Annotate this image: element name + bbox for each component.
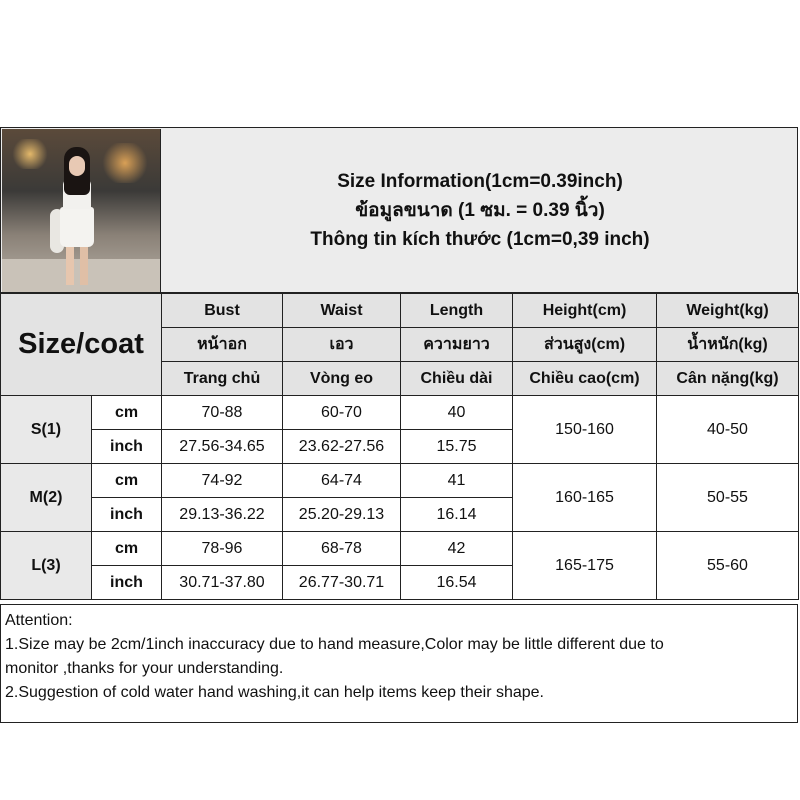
size-label: L(3) xyxy=(1,532,92,600)
height-value: 160-165 xyxy=(513,464,657,532)
bust-value: 29.13-36.22 xyxy=(162,498,283,532)
column-header-weight: Weight(kg) xyxy=(657,294,799,328)
column-header-bust-vietnamese: Trang chủ xyxy=(162,362,283,396)
weight-value: 40-50 xyxy=(657,396,799,464)
column-header-waist-vietnamese: Vòng eo xyxy=(283,362,401,396)
bust-value: 70-88 xyxy=(162,396,283,430)
waist-value: 64-74 xyxy=(283,464,401,498)
unit-label: cm xyxy=(92,396,162,430)
height-value: 150-160 xyxy=(513,396,657,464)
column-header-bust: Bust xyxy=(162,294,283,328)
table-row xyxy=(1,396,799,430)
bust-value: 78-96 xyxy=(162,532,283,566)
length-value: 16.14 xyxy=(401,498,513,532)
bust-value: 27.56-34.65 xyxy=(162,430,283,464)
unit-label: inch xyxy=(92,498,162,532)
model-leg xyxy=(80,245,88,285)
bust-value: 74-92 xyxy=(162,464,283,498)
title-thai: ข้อมูลขนาด (1 ซม. = 0.39 นิ้ว) xyxy=(355,199,605,221)
bust-value: 30.71-37.80 xyxy=(162,566,283,600)
product-photo xyxy=(2,129,161,292)
column-header-waist: Waist xyxy=(283,294,401,328)
size-table xyxy=(0,293,799,600)
waist-value: 23.62-27.56 xyxy=(283,430,401,464)
waist-value: 68-78 xyxy=(283,532,401,566)
attention-notes xyxy=(0,604,798,723)
unit-label: cm xyxy=(92,464,162,498)
model-face xyxy=(69,156,85,176)
street-light xyxy=(10,139,50,169)
size-label: M(2) xyxy=(1,464,92,532)
attention-note-1-continued: monitor ,thanks for your understanding. xyxy=(5,660,284,677)
attention-title: Attention: xyxy=(5,612,73,629)
unit-label: inch xyxy=(92,566,162,600)
column-header-height: Height(cm) xyxy=(513,294,657,328)
column-header-waist-thai: เอว xyxy=(283,328,401,362)
table-row xyxy=(1,532,799,566)
size-chart xyxy=(0,127,800,723)
column-header-length-thai: ความยาว xyxy=(401,328,513,362)
attention-note-2: 2.Suggestion of cold water hand washing,it can help items keep their shape. xyxy=(5,684,544,701)
column-header-length-vietnamese: Chiều dài xyxy=(401,362,513,396)
title-vietnamese: Thông tin kích thước (1cm=0,39 inch) xyxy=(310,228,650,250)
column-header-length: Length xyxy=(401,294,513,328)
column-header-weight-vietnamese: Cân nặng(kg) xyxy=(657,362,799,396)
column-header-height-thai: ส่วนสูง(cm) xyxy=(513,328,657,362)
unit-label: cm xyxy=(92,532,162,566)
length-value: 41 xyxy=(401,464,513,498)
unit-label: inch xyxy=(92,430,162,464)
header-block xyxy=(0,127,798,293)
table-row xyxy=(1,464,799,498)
model-leg xyxy=(66,245,74,285)
waist-value: 25.20-29.13 xyxy=(283,498,401,532)
street-light xyxy=(100,143,150,183)
length-value: 15.75 xyxy=(401,430,513,464)
weight-value: 55-60 xyxy=(657,532,799,600)
column-header-bust-thai: หน้าอก xyxy=(162,328,283,362)
model-skirt xyxy=(60,207,94,247)
size-information-title xyxy=(162,128,798,292)
attention-note-1: 1.Size may be 2cm/1inch inaccuracy due to hand measure,Color may be little different due to xyxy=(5,636,664,653)
length-value: 42 xyxy=(401,532,513,566)
weight-value: 50-55 xyxy=(657,464,799,532)
height-value: 165-175 xyxy=(513,532,657,600)
waist-value: 60-70 xyxy=(283,396,401,430)
title-english: Size Information(1cm=0.39inch) xyxy=(337,170,623,192)
size-coat-label: Size/coat xyxy=(1,294,162,396)
size-label: S(1) xyxy=(1,396,92,464)
waist-value: 26.77-30.71 xyxy=(283,566,401,600)
column-header-height-vietnamese: Chiều cao(cm) xyxy=(513,362,657,396)
length-value: 16.54 xyxy=(401,566,513,600)
length-value: 40 xyxy=(401,396,513,430)
column-header-weight-thai: น้ำหนัก(kg) xyxy=(657,328,799,362)
